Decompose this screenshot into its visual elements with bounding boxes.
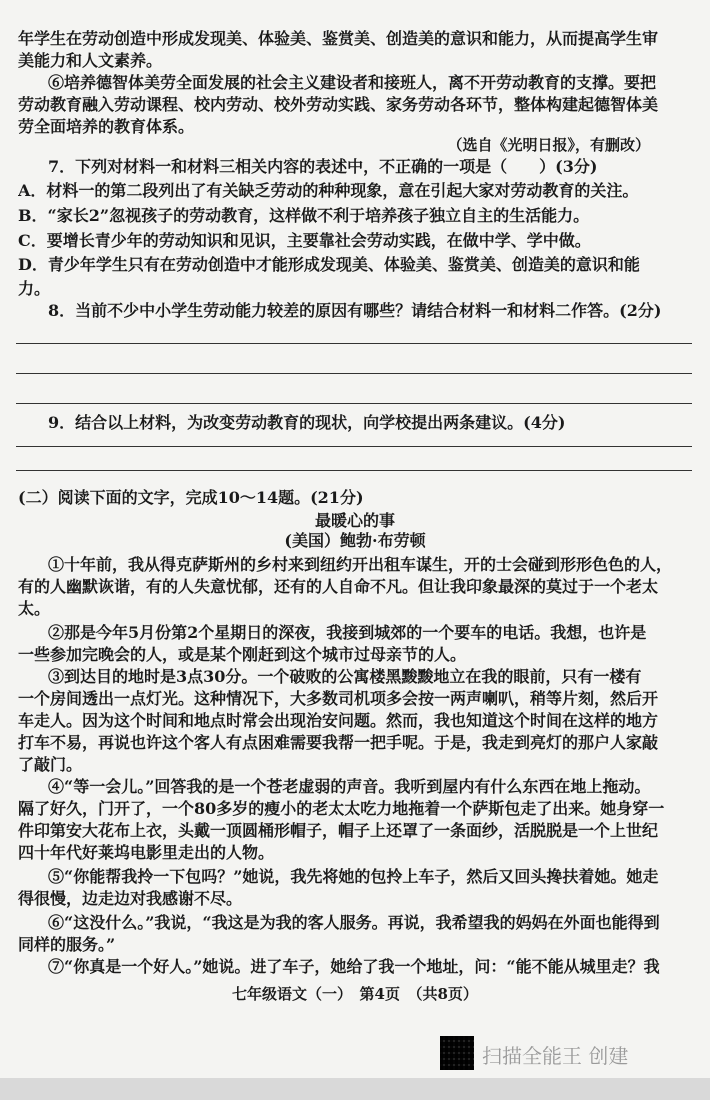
paragraph-line: 了敲门。	[18, 755, 83, 774]
text-line: 劳全面培养的教育体系。	[18, 117, 195, 136]
question-9: 9．结合以上材料，为改变劳动教育的现状，向学校提出两条建议。(4分)	[48, 413, 566, 432]
text-line: ⑥培养德智体美劳全面发展的社会主义建设者和接班人，离不开劳动教育的支撑。要把	[48, 73, 657, 92]
question-8: 8．当前不少中小学生劳动能力较差的原因有哪些？请结合材料一和材料二作答。(2分)	[48, 301, 662, 320]
source-citation: （选自《光明日报》，有删改）	[447, 136, 650, 154]
paragraph-line: ①十年前，我从得克萨斯州的乡村来到纽约开出租车谋生，开的士会碰到形形色色的人，	[48, 555, 673, 574]
paragraph-line: ⑥“这没什么。”我说，“我这是为我的客人服务。再说，我希望我的妈妈在外面也能得到	[48, 913, 660, 932]
article-author: (美国）鲍勃·布劳顿	[284, 531, 426, 550]
option-d-cont: 力。	[18, 279, 51, 298]
paragraph-line: 隔了好久，门开了，一个80多岁的瘦小的老太太吃力地拖着一个萨斯包走了出来。她身穿一	[18, 799, 665, 818]
answer-line[interactable]	[16, 470, 692, 471]
question-7: 7．下列对材料一和材料三相关内容的表述中，不正确的一项是（ ）(3分)	[48, 157, 598, 176]
paragraph-line: 得很慢，边走边对我感谢不尽。	[18, 889, 243, 908]
page-footer: 七年级语文（一） 第4页 （共8页）	[232, 985, 478, 1003]
article-title: 最暖心的事	[314, 511, 395, 530]
section-heading: (二）阅读下面的文字，完成10～14题。(21分)	[18, 488, 364, 507]
paragraph-line: 一些参加完晚会的人，或是某个刚赶到这个城市过母亲节的人。	[18, 645, 467, 664]
option-a: A．材料一的第二段列出了有关缺乏劳动的种种现象，意在引起大家对劳动教育的关注。	[18, 181, 639, 200]
paragraph-line: 太。	[18, 599, 51, 618]
bottom-bar	[0, 1078, 710, 1100]
paragraph-line: 四十年代好莱坞电影里走出的人物。	[18, 843, 275, 862]
paragraph-line: ③到达目的地时是3点30分。一个破败的公寓楼黑黢黢地立在我的眼前，只有一楼有	[48, 667, 642, 686]
paragraph-line: 打车不易，再说也许这个客人有点困难需要我帮一把手呢。于是，我走到亮灯的那户人家敲	[18, 733, 659, 752]
paragraph-line: ⑤“你能帮我拎一下包吗？”她说，我先将她的包拎上车子，然后又回头搀扶着她。她走	[48, 867, 659, 886]
answer-line[interactable]	[16, 343, 692, 344]
paragraph-line: 车走人。因为这个时间和地点时常会出现治安问题。然而，我也知道这个时间在这样的地方	[18, 711, 659, 730]
text-line: 劳动教育融入劳动课程、校内劳动、校外劳动实践、家务劳动各环节，整体构建起德智体美	[18, 95, 659, 114]
option-d: D．青少年学生只有在劳动创造中才能形成发现美、体验美、鉴赏美、创造美的意识和能	[18, 255, 640, 274]
answer-line[interactable]	[16, 403, 692, 404]
paragraph-line: ②那是今年5月份第2个星期日的深夜，我接到城郊的一个要车的电话。我想，也许是	[48, 623, 647, 642]
text-line: 美能力和人文素养。	[18, 51, 163, 70]
option-c: C．要增长青少年的劳动知识和见识，主要靠社会劳动实践，在做中学、学中做。	[18, 231, 591, 250]
paragraph-line: 件印第安大花布上衣，头戴一顶圆桶形帽子，帽子上还罩了一条面纱，活脱脱是一个上世纪	[18, 821, 659, 840]
paragraph-line: 同样的服务。”	[18, 935, 116, 954]
answer-line[interactable]	[16, 446, 692, 447]
scanner-watermark: 扫描全能王 创建	[482, 1044, 629, 1068]
paragraph-line: 一个房间透出一点灯光。这种情况下，大多数司机项多会按一两声喇叭，稍等片刻，然后开	[18, 689, 659, 708]
option-b: B．“家长2”忽视孩子的劳动教育，这样做不利于培养孩子独立自主的生活能力。	[18, 206, 590, 225]
paragraph-line: ⑦“你真是一个好人。”她说。进了车子，她给了我一个地址，问：“能不能从城里走？我	[48, 957, 660, 976]
text-line: 年学生在劳动创造中形成发现美、体验美、鉴赏美、创造美的意识和能力，从而提高学生审	[18, 29, 659, 48]
paragraph-line: ④“等一会儿。”回答我的是一个苍老虚弱的声音。我听到屋内有什么东西在地上拖动。	[48, 777, 651, 796]
qr-code-icon	[440, 1036, 474, 1070]
paragraph-line: 有的人幽默诙谐，有的人失意忧郁，还有的人自命不凡。但让我印象最深的莫过于一个老太	[18, 577, 659, 596]
answer-line[interactable]	[16, 373, 692, 374]
